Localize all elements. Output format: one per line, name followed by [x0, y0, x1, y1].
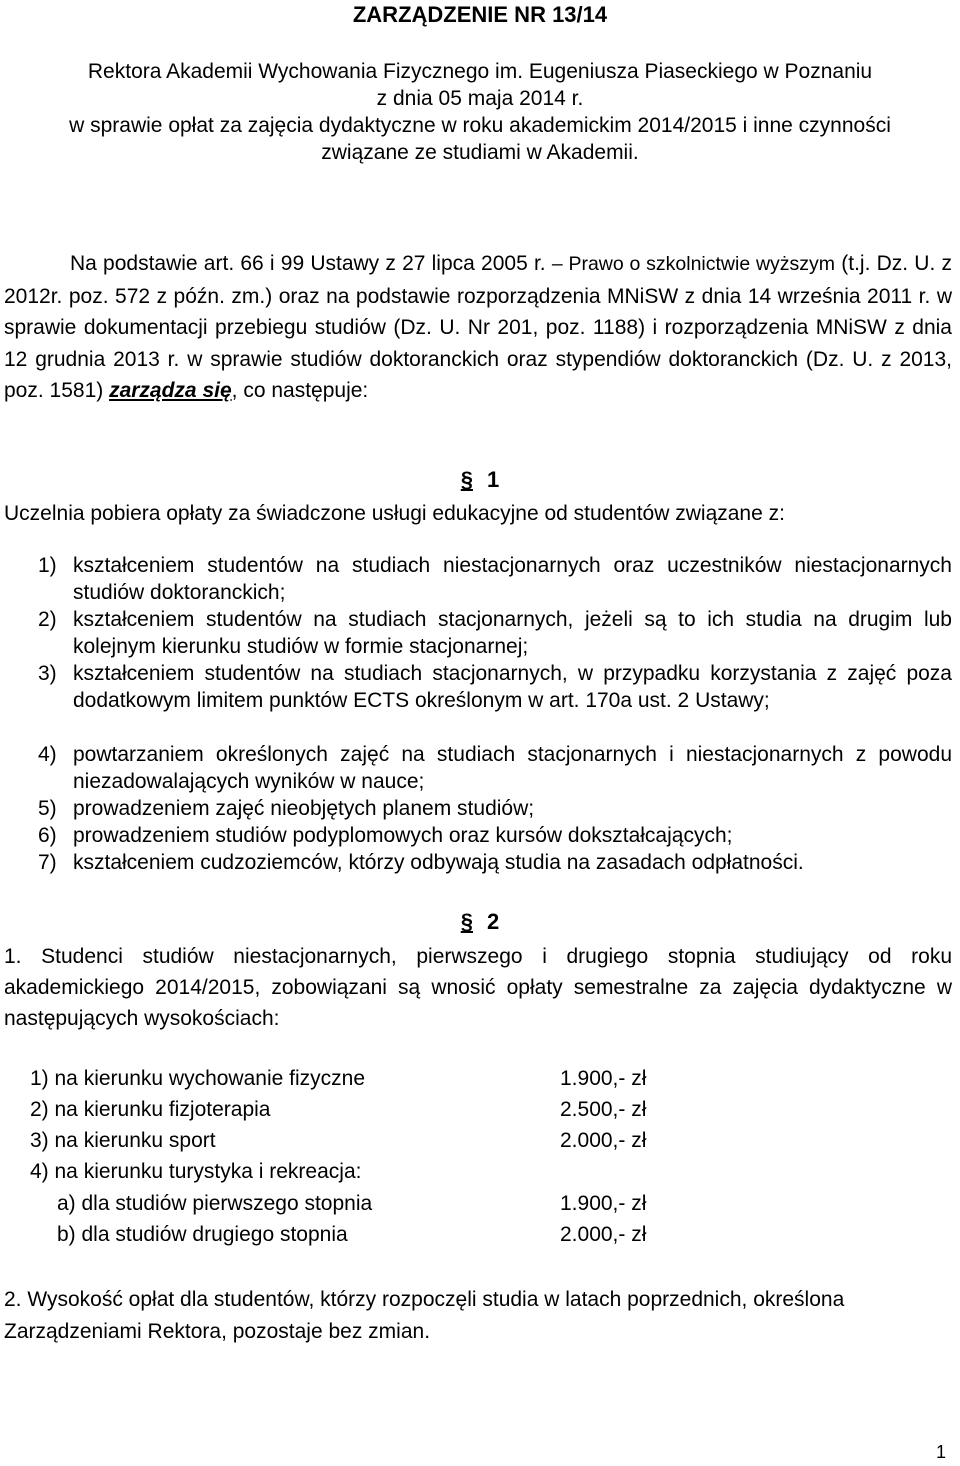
list-item-number: 3)	[38, 662, 57, 685]
list-item	[38, 741, 952, 795]
list-item-number: 5)	[38, 797, 57, 820]
page-number: 1	[935, 1442, 946, 1462]
fee-label: b) dla studiów drugiego stopnia	[57, 1223, 348, 1246]
preamble-text-2: (t.j. Dz. U. z 2012r. poz. 572 z późn. zm.) oraz na podstawie rozporządzenia MNiSW z dnia 14 września 2011 r. w sprawie dokumentacji przebiegu studiów (Dz. U. Nr 201, poz. 1188) i rozporządzenia MNiSW z dnia 12 grudnia 2013 r. w sprawie studiów doktoranckich oraz stypendiów doktoranckich (Dz. U. z 2013, poz. 1581)	[4, 252, 953, 402]
list-item-text: kształceniem cudzoziemców, którzy odbywają studia na zasadach odpłatności.	[73, 851, 804, 874]
list-item-number: 7)	[38, 851, 57, 874]
fee-amount: 1.900,- zł	[560, 1067, 647, 1090]
preamble-law-name: – Prawo o szkolnictwie wyższym	[551, 253, 836, 275]
fee-amount: 1.900,- zł	[560, 1192, 647, 1215]
list-item-number: 2)	[38, 608, 57, 631]
section-2-heading	[0, 908, 960, 936]
document-header	[0, 58, 960, 166]
section-2-point-1: 1. Studenci studiów niestacjonarnych, pierwszego i drugiego stopnia studiujący od roku akademickiego 2014/2015, zobowiązani są wnosić opłaty semestralne za zajęcia dydaktyczne w następujących wysokościach:	[4, 945, 952, 1030]
fee-label: 3) na kierunku sport	[30, 1129, 216, 1152]
preamble-decree: zarządza się	[109, 379, 232, 402]
fee-label: a) dla studiów pierwszego stopnia	[57, 1192, 373, 1215]
list-item-number: 4)	[38, 743, 57, 766]
paragraph-sign: §	[460, 909, 473, 934]
list-item-text: prowadzeniem studiów podyplomowych oraz kursów dokształcających;	[73, 824, 733, 847]
fee-amount: 2.000,- zł	[560, 1223, 647, 1246]
section-1-heading	[0, 466, 960, 494]
header-line-date: z dnia 05 maja 2014 r.	[376, 87, 584, 110]
fee-amount: 2.000,- zł	[560, 1129, 647, 1152]
fee-label: 4) na kierunku turystyka i rekreacja:	[30, 1160, 362, 1183]
list-item	[38, 606, 952, 660]
list-item-text: powtarzaniem określonych zajęć na studiach stacjonarnych i niestacjonarnych z powodu niezadowalających wyników w nauce;	[73, 743, 952, 793]
document-title: ZARZĄDZENIE NR 13/14	[352, 2, 608, 27]
list-item	[38, 795, 952, 822]
fee-amount: 2.500,- zł	[560, 1098, 647, 1121]
fee-label: 2) na kierunku fizjoterapia	[30, 1098, 271, 1121]
paragraph-sign: §	[460, 467, 473, 492]
section-1-intro: Uczelnia pobiera opłaty za świadczone usługi edukacyjne od studentów związane z:	[4, 502, 785, 525]
section-2-point-2: 2. Wysokość opłat dla studentów, którzy rozpoczęli studia w latach poprzednich, określona Zarządzeniami Rektora, pozostaje bez zmian.	[4, 1288, 845, 1343]
list-item	[38, 660, 952, 714]
list-item-text: kształceniem studentów na studiach stacjonarnych, jeżeli są to ich studia na drugim lub kolejnym kierunku studiów w formie stacjonarnej;	[73, 608, 952, 658]
list-item-text: prowadzeniem zajęć nieobjętych planem studiów;	[73, 797, 535, 820]
section-1-number: 1	[487, 467, 500, 492]
list-item-text: kształceniem studentów na studiach stacjonarnych, w przypadku korzystania z zajęć poza dodatkowym limitem punktów ECTS określonym w art. 170a ust. 2 Ustawy;	[73, 662, 952, 712]
list-item	[38, 849, 952, 876]
list-item	[38, 822, 952, 849]
list-item	[38, 552, 952, 606]
preamble	[4, 248, 952, 407]
fee-label: 1) na kierunku wychowanie fizyczne	[30, 1067, 365, 1090]
header-line-subject: w sprawie opłat za zajęcia dydaktyczne w roku akademickim 2014/2015 i inne czynności	[69, 114, 891, 137]
list-item-text: kształceniem studentów na studiach niestacjonarnych oraz uczestników niestacjonarnych studiów doktoranckich;	[73, 554, 952, 604]
preamble-text-1: Na podstawie art. 66 i 99 Ustawy z 27 lipca 2005 r.	[70, 252, 552, 275]
header-line-subject-cont: związane ze studiami w Akademii.	[321, 141, 639, 164]
header-line-issuer: Rektora Akademii Wychowania Fizycznego im. Eugeniusza Piaseckiego w Poznaniu	[87, 60, 873, 83]
section-2-number: 2	[487, 909, 500, 934]
preamble-text-3: , co następuje:	[231, 379, 369, 402]
list-item-number: 6)	[38, 824, 57, 847]
list-item-number: 1)	[38, 554, 57, 577]
